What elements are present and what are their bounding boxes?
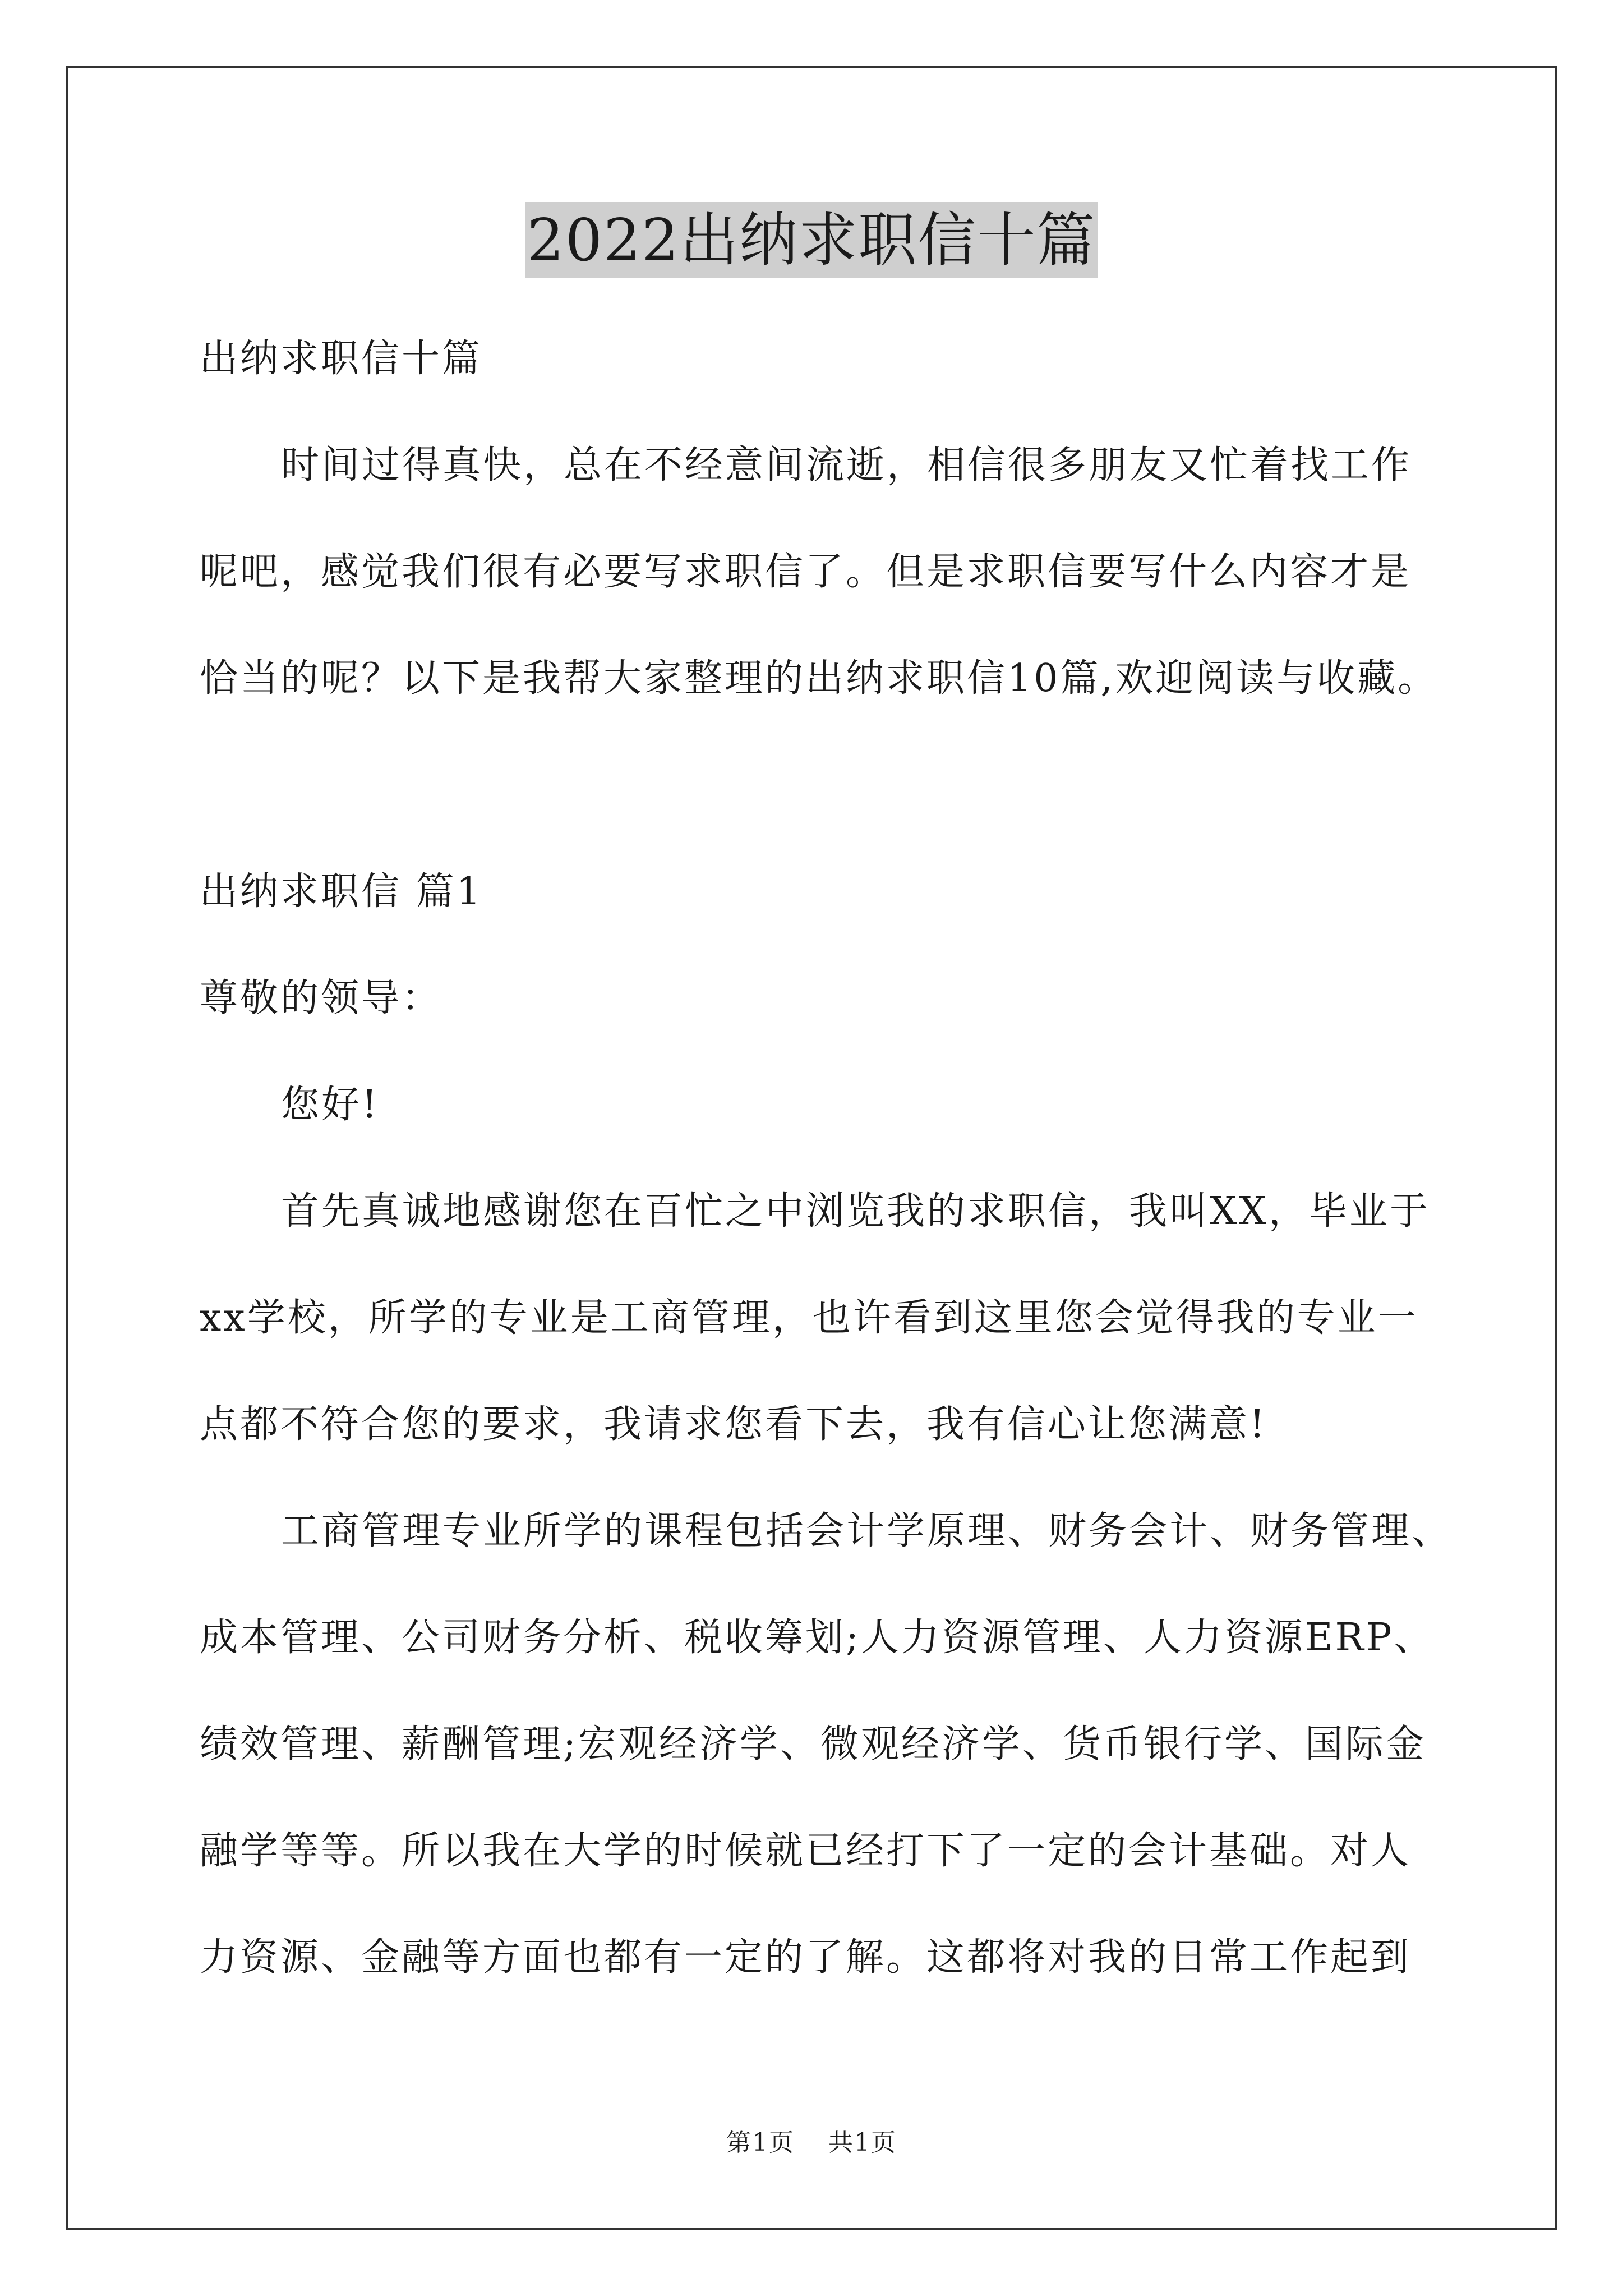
section-heading: 出纳求职信 篇1: [200, 869, 483, 914]
greeting: 您好!: [281, 1083, 380, 1127]
paragraph-gap: [200, 732, 1473, 839]
body-line: 融学等等。所以我在大学的时候就已经打下了一定的会计基础。对人: [200, 1829, 1412, 1873]
body-line: 成本管理、公司财务分析、税收筹划;人力资源管理、人力资源ERP、: [200, 1616, 1435, 1660]
document-title: 2022出纳求职信十篇: [525, 202, 1099, 278]
title-container: [0, 202, 1623, 278]
page-number-total: 共1页: [828, 2128, 897, 2157]
body-line: 首先真诚地感谢您在百忙之中浏览我的求职信，我叫XX，毕业于: [281, 1189, 1430, 1234]
page-number-current: 第1页: [726, 2128, 795, 2157]
intro-line-1: 时间过得真快，总在不经意间流逝，相信很多朋友又忙着找工作: [281, 443, 1412, 487]
body-line: 绩效管理、薪酬管理;宏观经济学、微观经济学、货币银行学、国际金: [200, 1722, 1426, 1766]
intro-line-3: 恰当的呢？以下是我帮大家整理的出纳求职信10篇,欢迎阅读与收藏。: [200, 656, 1438, 701]
body-line: 工商管理专业所学的课程包括会计学原理、财务会计、财务管理、: [281, 1509, 1453, 1553]
intro-line-2: 呢吧，感觉我们很有必要写求职信了。但是求职信要写什么内容才是: [200, 550, 1412, 594]
body-line: 点都不符合您的要求，我请求您看下去，我有信心让您满意!: [200, 1402, 1267, 1447]
document-body: [200, 306, 1473, 2011]
page-footer: [0, 2126, 1623, 2160]
body-line: 力资源、金融等方面也都有一定的了解。这都将对我的日常工作起到: [200, 1935, 1412, 1980]
body-line: xx学校，所学的专业是工商管理，也许看到这里您会觉得我的专业一: [200, 1296, 1418, 1340]
subtitle-line: 出纳求职信十篇: [200, 337, 483, 381]
salutation: 尊敬的领导：: [200, 976, 442, 1020]
